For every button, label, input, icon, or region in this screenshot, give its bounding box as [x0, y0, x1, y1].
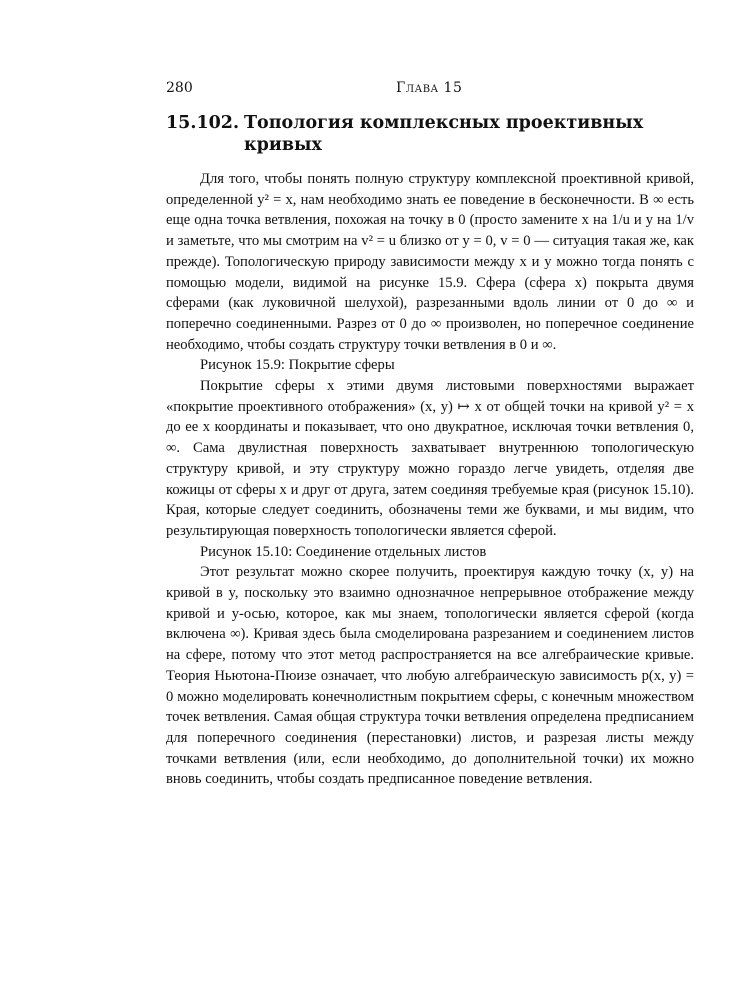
paragraph-result: Этот результат можно скорее получить, проектируя каждую точку (x, y) на кривой в y, поскольку это взаимно однозначное непрерывное отображение между кривой и y-осью, которое, как мы знаем, топологически является сферой (когда включена ∞). Кривая здесь была смоделирована разрезанием и соединением листов на сфере, потому что этот метод распространяется на все алгебраические кривые. Теория Ньютона-Пюизе означает, что любую алгебраическую зависимость p(x, y) = 0 можно моделировать конечнолистным покрытием сферы, с конечным множеством точек ветвления. Самая общая структура точки ветвления определена предписанием для поперечного соединения (перестановки) листов, и разрезая листы между точками ветвления (или, если необходимо, до дополнительной точки) их можно вновь соединить, чтобы создать предписанное поведение ветвления.	[166, 564, 694, 788]
paragraph-intro: Для того, чтобы понять полную структуру комплексной проективной кривой, определенной y² = x, нам необходимо знать ее поведение в бесконечности. В ∞ есть еще одна точка ветвления, похожая на точку в 0 (просто замените x на 1/u и y на 1/v и заметьте, что мы смотрим на v² = u близко от y = 0, v = 0 — ситуация такая же, как прежде). Топологическую природу зависимости между x и y можно тогда понять с помощью модели, видимой на рисунке 15.9. Сфера (сфера x) покрыта двумя сферами (как луковичной шелухой), разрезанными вдоль линии от 0 до ∞ и поперечно соединенными. Разрез от 0 до ∞ произволен, но поперечное соединение необходимо, чтобы создать структуру точки ветвления в 0 и ∞.	[166, 171, 694, 353]
page-number: 280	[166, 80, 193, 96]
paragraph-covering: Покрытие сферы x этими двумя листовыми поверхностями выражает «покрытие проективного отображения» (x, y) ↦ x от общей точки на кривой y² = x до ее x координаты и показывает, что оно двукратное, исключая точки ветвления 0, ∞. Сама двулистная поверхность захватывает внутреннюю топологическую структуру кривой, и эту структуру можно гораздо легче увидеть, отделяя две кожицы от сферы x и друг от друга, затем соединяя требуемые края (рисунок 15.10). Края, которые следует соединить, обозначены теми же буквами, и мы видим, что результирующая поверхность топологически является сферой.	[166, 378, 694, 539]
body-text	[166, 169, 694, 790]
figure-caption-15-9: Рисунок 15.9: Покрытие сферы	[200, 357, 395, 374]
running-head	[166, 80, 694, 100]
chapter-label: Глава 15	[396, 80, 463, 96]
section-number: 15.102.	[166, 113, 240, 133]
figure-caption-15-10: Рисунок 15.10: Соединение отдельных листов	[200, 543, 487, 560]
section-title: Топология комплексных проективных кривых	[244, 113, 644, 155]
